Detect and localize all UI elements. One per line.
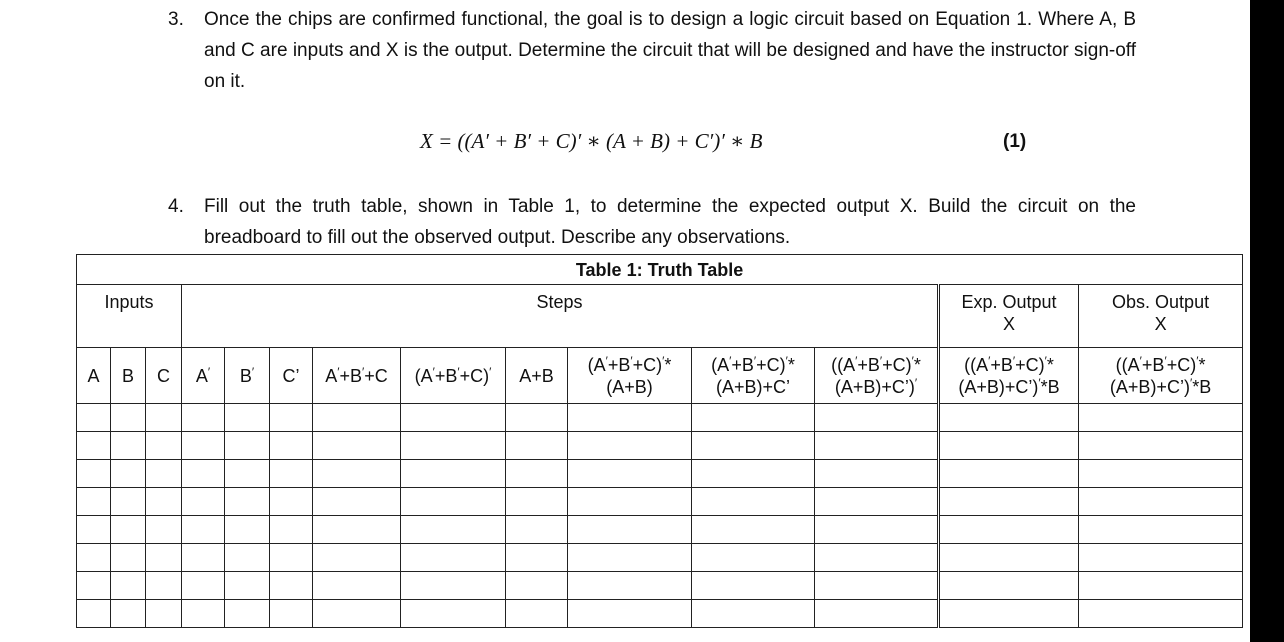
table-cell xyxy=(182,600,225,628)
table-cell xyxy=(1079,460,1243,488)
prime-mark: ′ xyxy=(489,364,492,379)
table-cell xyxy=(1079,432,1243,460)
table-cell xyxy=(568,488,692,516)
column-header-product-plus-c-not xyxy=(692,348,815,404)
table-cell xyxy=(692,404,815,432)
step-4 xyxy=(168,191,1136,253)
table-cell xyxy=(1079,544,1243,572)
table-cell xyxy=(506,572,568,600)
table-cell xyxy=(1079,516,1243,544)
column-header-a xyxy=(77,348,111,404)
table-cell xyxy=(225,404,270,432)
column-header-line: A′ xyxy=(195,364,211,386)
table-cell xyxy=(77,600,111,628)
table-cell xyxy=(225,544,270,572)
column-header-observed-x xyxy=(1079,348,1243,404)
prime-mark: ′ xyxy=(1139,353,1142,368)
table-cell xyxy=(77,460,111,488)
table-cell xyxy=(1079,404,1243,432)
column-header-line: ((A′+B′+C)′* xyxy=(1115,353,1206,375)
table-cell xyxy=(182,488,225,516)
table-cell xyxy=(401,600,506,628)
table-cell xyxy=(146,600,182,628)
table-cell xyxy=(313,460,401,488)
prime-mark: ′ xyxy=(911,353,914,368)
table-cell xyxy=(692,600,815,628)
table-row xyxy=(77,488,1243,516)
prime-mark: ′ xyxy=(1012,353,1016,368)
table-cell xyxy=(568,460,692,488)
truth-table xyxy=(76,254,1243,628)
table-cell xyxy=(313,600,401,628)
table-cell xyxy=(225,516,270,544)
table-cell xyxy=(506,516,568,544)
prime-mark: ′ xyxy=(432,364,435,379)
table-cell xyxy=(77,488,111,516)
table-cell xyxy=(77,404,111,432)
table-cell xyxy=(401,572,506,600)
column-header-line: (A+B) xyxy=(606,376,653,397)
column-header-line: A xyxy=(87,365,100,386)
table-cell xyxy=(77,572,111,600)
prime-mark: ′ xyxy=(879,353,883,368)
observed-output-label: Obs. Output xyxy=(1112,292,1210,312)
table-cell xyxy=(111,404,146,432)
table-cell xyxy=(225,488,270,516)
prime-mark: ′ xyxy=(630,353,633,368)
table-cell xyxy=(506,432,568,460)
table-cell xyxy=(182,432,225,460)
table-cell xyxy=(270,432,313,460)
table-cell xyxy=(182,404,225,432)
table-cell xyxy=(182,544,225,572)
column-header-inverted-sum xyxy=(815,348,939,404)
column-header-b-not xyxy=(225,348,270,404)
table-cell xyxy=(815,572,939,600)
table-cell xyxy=(815,516,939,544)
table-cell xyxy=(146,432,182,460)
table-cell xyxy=(270,460,313,488)
column-header-row xyxy=(77,348,1243,404)
prime-mark: ′ xyxy=(1038,375,1041,390)
table-cell xyxy=(146,572,182,600)
table-cell xyxy=(506,460,568,488)
table-cell xyxy=(77,544,111,572)
table-cell xyxy=(692,432,815,460)
expected-output-label: Exp. Output xyxy=(961,292,1057,312)
table-cell xyxy=(146,404,182,432)
prime-mark: ′ xyxy=(988,353,991,368)
table-cell xyxy=(401,488,506,516)
table-cell xyxy=(568,600,692,628)
prime-mark: ′ xyxy=(1164,353,1167,368)
table-cell xyxy=(77,516,111,544)
column-header-line: A+B xyxy=(519,365,554,386)
table-cell xyxy=(506,544,568,572)
group-header-observed-output xyxy=(1079,285,1243,348)
prime-mark: ′ xyxy=(914,375,918,390)
column-header-sum-1 xyxy=(313,348,401,404)
prime-mark: ′ xyxy=(1189,375,1193,390)
table-cell xyxy=(313,516,401,544)
table-cell xyxy=(270,488,313,516)
step-3-text: Once the chips are confirmed functional, the goal is to design a logic circuit based on Equation 1. Where A, B and C are inputs and X is the output. Determine the circuit that will be designed and have the instructor sign-off on it. xyxy=(204,9,1136,92)
column-header-line: (A′+B′+C)′* xyxy=(587,353,672,375)
table-cell xyxy=(506,488,568,516)
table-cell xyxy=(313,544,401,572)
table-cell xyxy=(270,544,313,572)
table-row xyxy=(77,404,1243,432)
column-header-line: C xyxy=(157,365,170,386)
table-cell xyxy=(815,460,939,488)
column-header-line: (A+B)+C’)′*B xyxy=(958,375,1060,397)
table-cell xyxy=(111,600,146,628)
column-header-line: (A′+B′+C)′* xyxy=(711,353,795,375)
table-cell xyxy=(939,432,1079,460)
table-row xyxy=(77,460,1243,488)
column-header-expected-x xyxy=(939,348,1079,404)
column-header-line: ((A′+B′+C)′* xyxy=(964,353,1054,375)
table-cell xyxy=(182,460,225,488)
table-cell xyxy=(401,460,506,488)
step-3 xyxy=(168,4,1136,97)
column-header-c xyxy=(146,348,182,404)
table-cell xyxy=(111,516,146,544)
table-cell xyxy=(815,544,939,572)
table-cell xyxy=(692,488,815,516)
table-cell xyxy=(939,488,1079,516)
table-cell xyxy=(939,404,1079,432)
table-row xyxy=(77,516,1243,544)
table-caption: Table 1: Truth Table xyxy=(77,255,1243,285)
table-cell xyxy=(568,544,692,572)
expected-output-var: X xyxy=(1002,314,1015,334)
prime-mark: ′ xyxy=(605,353,608,368)
table-cell xyxy=(401,516,506,544)
table-cell xyxy=(401,544,506,572)
table-cell xyxy=(692,516,815,544)
table-cell xyxy=(506,600,568,628)
table-cell xyxy=(1079,488,1243,516)
table-cell xyxy=(182,572,225,600)
prime-mark: ′ xyxy=(1196,353,1199,368)
column-header-line: (A+B)+C’)′ xyxy=(834,375,918,397)
prime-mark: ′ xyxy=(251,364,255,379)
table-row xyxy=(77,432,1243,460)
table-cell xyxy=(111,488,146,516)
table-cell xyxy=(111,460,146,488)
table-cell xyxy=(146,544,182,572)
table-cell xyxy=(77,432,111,460)
table-cell xyxy=(111,572,146,600)
table-cell xyxy=(692,544,815,572)
table-row xyxy=(77,572,1243,600)
table-cell xyxy=(568,516,692,544)
table-cell xyxy=(815,600,939,628)
table-cell xyxy=(568,404,692,432)
table-cell xyxy=(692,460,815,488)
table-cell xyxy=(568,432,692,460)
column-header-line: C’ xyxy=(282,365,300,386)
column-header-a-or-b xyxy=(506,348,568,404)
table-cell xyxy=(270,600,313,628)
step-4-text: Fill out the truth table, shown in Table 1, to determine the expected output X. Build the circuit on the breadboard to fill out the observed output. Describe any observations. xyxy=(204,196,1136,248)
table-cell xyxy=(146,460,182,488)
column-header-line: (A′+B′+C)′ xyxy=(414,364,492,386)
table-cell xyxy=(1079,600,1243,628)
table-cell xyxy=(313,404,401,432)
table-cell xyxy=(939,516,1079,544)
table-cell xyxy=(939,572,1079,600)
table-cell xyxy=(225,432,270,460)
column-header-line: B′ xyxy=(239,364,255,386)
table-cell xyxy=(313,432,401,460)
table-row xyxy=(77,544,1243,572)
prime-mark: ′ xyxy=(753,353,757,368)
table-cell xyxy=(313,488,401,516)
observed-output-var: X xyxy=(1154,314,1167,334)
table-cell xyxy=(1079,572,1243,600)
table-cell xyxy=(146,516,182,544)
column-header-line: (A+B)+C’)′*B xyxy=(1109,375,1212,397)
prime-mark: ′ xyxy=(662,353,665,368)
column-header-line: ((A′+B′+C)′* xyxy=(831,353,921,375)
table-cell xyxy=(313,572,401,600)
table-cell xyxy=(815,432,939,460)
table-cell xyxy=(568,572,692,600)
table-cell xyxy=(815,488,939,516)
table-cell xyxy=(270,516,313,544)
table-cell xyxy=(506,404,568,432)
step-4-number: 4. xyxy=(168,196,184,217)
table-cell xyxy=(182,516,225,544)
table-cell xyxy=(270,572,313,600)
prime-mark: ′ xyxy=(1044,353,1047,368)
prime-mark: ′ xyxy=(457,364,460,379)
group-header-expected-output xyxy=(939,285,1079,348)
table-cell xyxy=(225,600,270,628)
equation-number: (1) xyxy=(1003,131,1027,152)
table-cell xyxy=(939,600,1079,628)
step-3-number: 3. xyxy=(168,9,184,30)
column-header-a-not xyxy=(182,348,225,404)
prime-mark: ′ xyxy=(855,353,858,368)
equation-1: X = ((A′ + B′ + C)′ ∗ (A + B) + C′)′ ∗ B xyxy=(420,129,763,153)
column-header-sum-1-not xyxy=(401,348,506,404)
prime-mark: ′ xyxy=(785,353,788,368)
table-cell xyxy=(225,572,270,600)
column-header-line: B xyxy=(121,365,134,386)
prime-mark: ′ xyxy=(207,364,211,379)
column-header-product xyxy=(568,348,692,404)
table-cell xyxy=(146,488,182,516)
prime-mark: ′ xyxy=(362,364,365,379)
table-cell xyxy=(225,460,270,488)
table-cell xyxy=(270,404,313,432)
table-cell xyxy=(939,460,1079,488)
table-row xyxy=(77,600,1243,628)
prime-mark: ′ xyxy=(337,364,340,379)
column-header-line: A′+B′+C xyxy=(325,364,388,386)
column-header-b xyxy=(111,348,146,404)
table-cell xyxy=(111,432,146,460)
group-header-steps: Steps xyxy=(182,285,939,348)
column-header-line: (A+B)+C’ xyxy=(715,376,791,397)
prime-mark: ′ xyxy=(729,353,732,368)
table-cell xyxy=(692,572,815,600)
column-header-c-not xyxy=(270,348,313,404)
table-cell xyxy=(401,404,506,432)
table-cell xyxy=(111,544,146,572)
table-cell xyxy=(815,404,939,432)
table-cell xyxy=(939,544,1079,572)
table-cell xyxy=(401,432,506,460)
group-header-inputs: Inputs xyxy=(77,285,182,348)
